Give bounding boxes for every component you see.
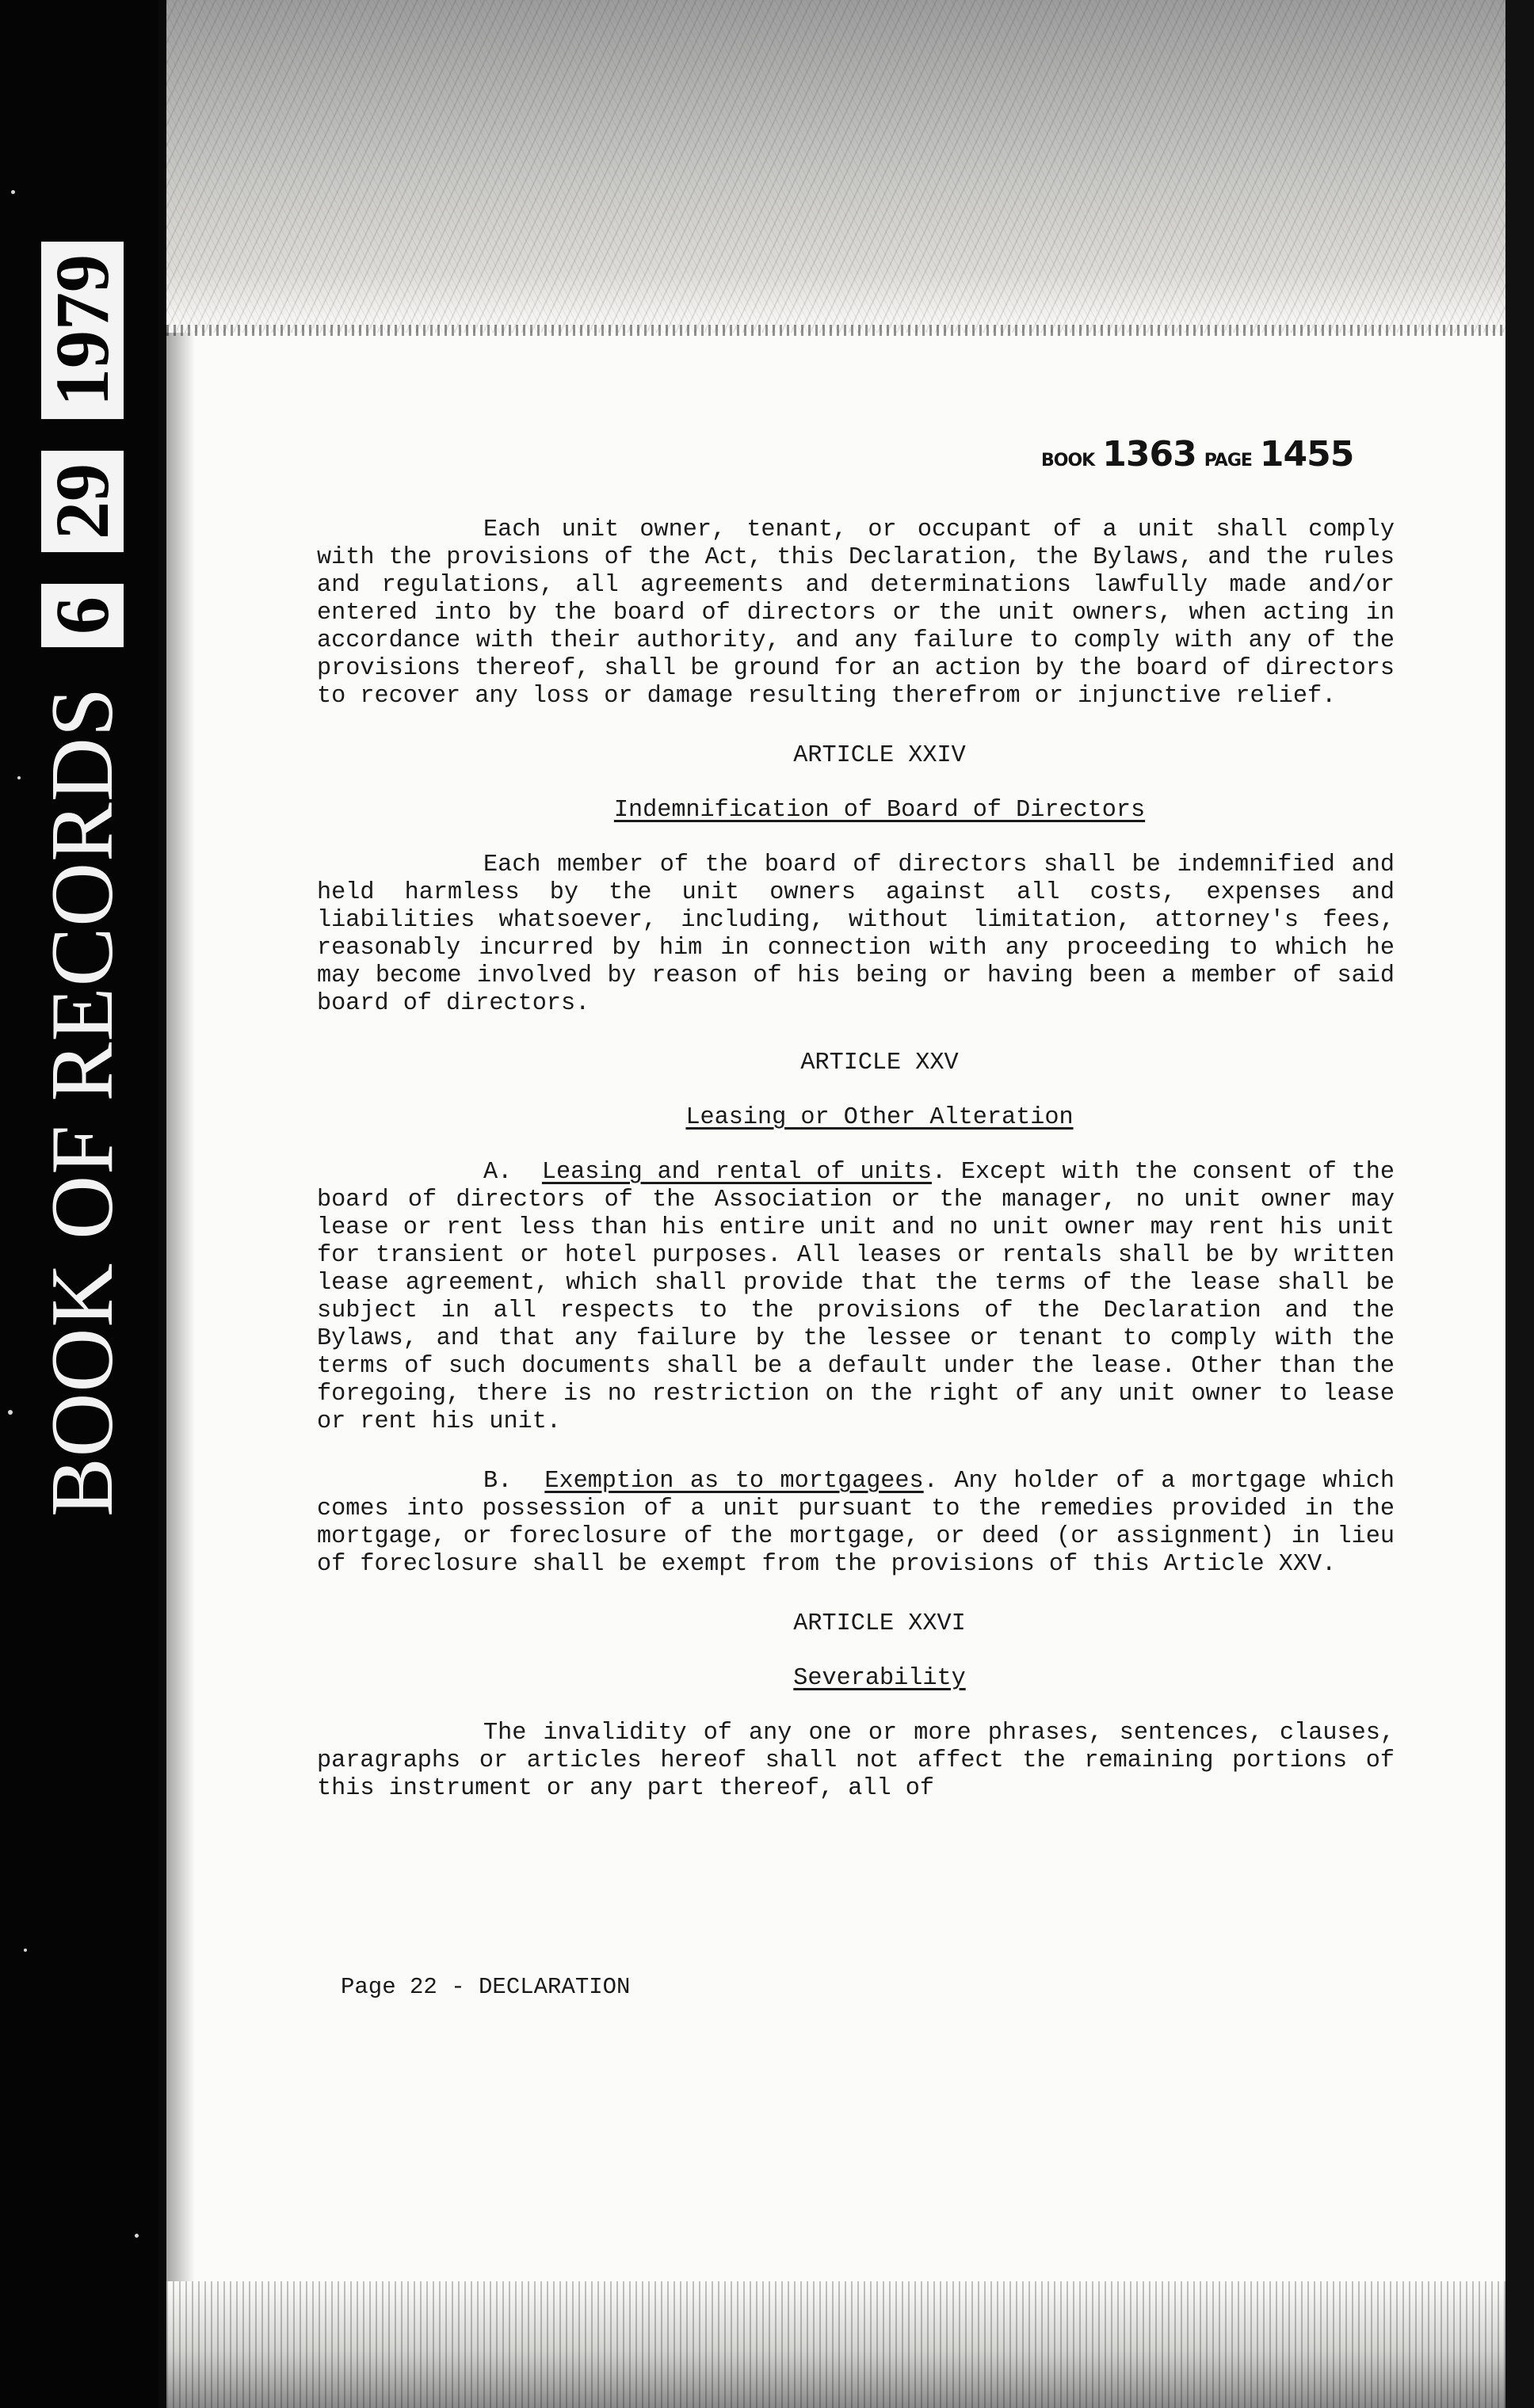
spine-date-month: 6 bbox=[41, 584, 124, 647]
section-a-label: A. bbox=[483, 1159, 513, 1186]
stamp-page-label: PAGE bbox=[1204, 451, 1252, 471]
spine-speck bbox=[8, 1410, 13, 1415]
article-26-paragraph: The invalidity of any one or more phrases, sentences, clauses, paragraphs or articles hereof shall not affect the remaining portions of this instrument or any part thereof, all of bbox=[317, 1720, 1395, 1802]
section-b-text: . Any holder of a mortgage which comes into possession of a unit pursuant to the remedies provided in the mortgage, or foreclosure of the mortgage, or deed (or assignment) in lieu of foreclosure shall be exempt from the provisions of this Article XXV. bbox=[317, 1468, 1395, 1578]
scan-edge-right bbox=[1505, 0, 1534, 2408]
section-a-title: Leasing and rental of units bbox=[541, 1159, 932, 1186]
spine-speck bbox=[135, 2234, 139, 2238]
page-footer: Page 22 - DECLARATION bbox=[341, 1974, 631, 2000]
article-26-title-text: Severability bbox=[793, 1665, 966, 1692]
section-a-text: . Except with the consent of the board of directors of the Association or the manager, no unit owner may lease or rent less than his entire unit and no unit owner may rent his unit for transient or hotel purposes. All leases or rentals shall be by written lease agreement, which shall provide that the terms of the lease shall be subject in all respects to the provisions of the Declaration and the Bylaws, and that any failure by the lessee or tenant to comply with the terms of such documents shall be a default under the lease. Other than the foregoing, there is no restriction on the right of any unit owner to lease or rent his unit. bbox=[317, 1159, 1395, 1435]
article-25-title-text: Leasing or Other Alteration bbox=[685, 1104, 1074, 1131]
stamp-book-number: 1363 bbox=[1102, 434, 1196, 474]
stamp-page-number: 1455 bbox=[1259, 434, 1354, 474]
spine-speck bbox=[17, 776, 21, 779]
compliance-paragraph: Each unit owner, tenant, or occupant of a unit shall comply with the provisions of the Act, this Declaration, the Bylaws, and the rules and regulations, all agreements and determinations lawfully made and/or entered into by the board of directors or the unit owners, when acting in accordance with their authority, and any failure to comply with any of the provisions thereof, shall be ground for an action by the board of directors to recover any loss or damage resulting therefrom or injunctive relief. bbox=[317, 516, 1395, 710]
section-b-label: B. bbox=[483, 1468, 513, 1495]
spine-title: BOOK OF RECORDS bbox=[38, 679, 127, 1525]
article-24-heading: ARTICLE XXIV bbox=[793, 742, 966, 769]
spine-date-year: 1979 bbox=[41, 242, 124, 419]
spine-speck bbox=[24, 1949, 27, 1952]
scan-noise-bottom bbox=[166, 2281, 1505, 2408]
spine-date-day: 29 bbox=[41, 451, 124, 552]
article-25-section-a bbox=[317, 1159, 1395, 1436]
stamp-book-label: BOOK bbox=[1041, 451, 1095, 471]
article-25-title bbox=[317, 1104, 1395, 1132]
spine-label-band bbox=[33, 87, 132, 1679]
spine-label bbox=[33, 242, 132, 1525]
article-26-title bbox=[317, 1665, 1395, 1693]
article-26-heading: ARTICLE XXVI bbox=[793, 1610, 966, 1637]
article-25-heading: ARTICLE XXV bbox=[800, 1050, 959, 1076]
section-b-title: Exemption as to mortgagees bbox=[544, 1468, 924, 1495]
article-25-section-b bbox=[317, 1468, 1395, 1579]
spine-speck bbox=[11, 190, 15, 194]
scan-edge-top bbox=[166, 325, 1505, 336]
document-body bbox=[317, 516, 1395, 1835]
scan-noise-top bbox=[166, 0, 1505, 333]
article-24-paragraph: Each member of the board of directors shall be indemnified and held harmless by the unit owners against all costs, expenses and liabilities whatsoever, including, without limitation, attorney's fees, reasonably incurred by him in connection with any proceeding to which he may become involved by reason of his being or having been a member of said board of directors. bbox=[317, 852, 1395, 1017]
article-24-title-text: Indemnification of Board of Directors bbox=[613, 797, 1146, 824]
binder-spine bbox=[0, 0, 158, 2408]
scan-shadow-left bbox=[166, 333, 195, 2408]
book-page-stamp bbox=[1041, 434, 1353, 474]
article-24-title bbox=[317, 797, 1395, 825]
